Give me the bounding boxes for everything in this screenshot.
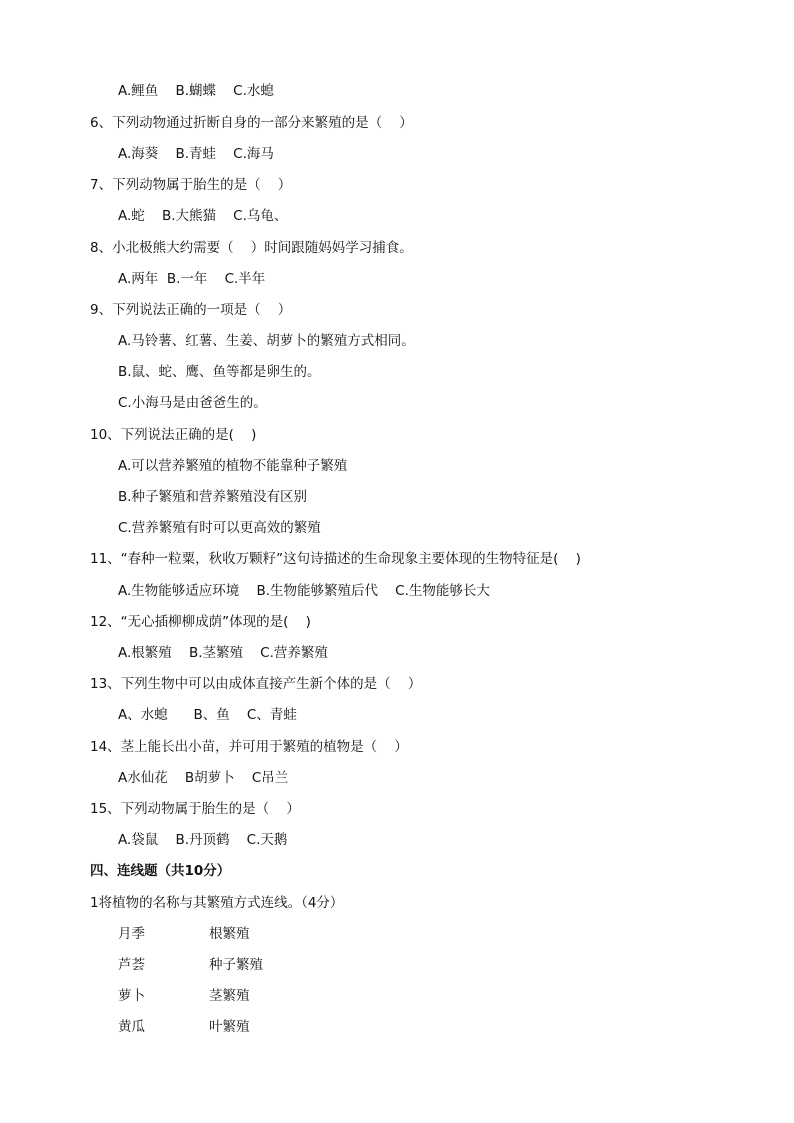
- q12-options: A.根繁殖 B.茎繁殖 C.营养繁殖: [118, 645, 328, 661]
- plant-item: 萝卜: [118, 988, 145, 1004]
- question-13: 13、下列生物中可以由成体直接产生新个体的是（ ）: [90, 676, 422, 692]
- q8-options: A.两年 B.一年 C.半年: [118, 271, 266, 287]
- q11-options: A.生物能够适应环境 B.生物能够繁殖后代 C.生物能够长大: [118, 583, 490, 599]
- matching-question: 1将植物的名称与其繁殖方式连线。（4分）: [90, 895, 344, 911]
- plant-item: 芦荟: [118, 957, 145, 973]
- q9-option-c: C.小海马是由爸爸生的。: [118, 395, 267, 411]
- question-15: 15、下列动物属于胎生的是（ ）: [90, 801, 300, 817]
- q13-options: A、水螅 B、鱼 C、青蛙: [118, 707, 297, 723]
- question-9: 9、下列说法正确的一项是（ ）: [90, 302, 292, 318]
- question-14: 14、茎上能长出小苗，并可用于繁殖的植物是（ ）: [90, 739, 408, 755]
- q6-options: A.海葵 B.青蛙 C.海马: [118, 146, 274, 162]
- q14-options: A水仙花 B胡萝卜 C吊兰: [118, 770, 289, 786]
- method-item: 茎繁殖: [209, 988, 250, 1004]
- question-8: 8、小北极熊大约需要（ ）时间跟随妈妈学习捕食。: [90, 240, 413, 256]
- plant-item: 黄瓜: [118, 1019, 145, 1035]
- method-item: 叶繁殖: [209, 1019, 250, 1035]
- question-7: 7、下列动物属于胎生的是（ ）: [90, 177, 292, 193]
- question-6: 6、下列动物通过折断自身的一部分来繁殖的是（ ）: [90, 115, 413, 131]
- question-11: 11、“春种一粒粟，秋收万颗籽”这句诗描述的生命现象主要体现的生物特征是( ): [90, 551, 581, 567]
- q10-option-b: B.种子繁殖和营养繁殖没有区别: [118, 489, 308, 505]
- q5-options: A.鲤鱼 B.蝴蝶 C.水螅: [118, 83, 274, 99]
- method-item: 种子繁殖: [209, 957, 263, 973]
- question-10: 10、下列说法正确的是( ): [90, 427, 257, 443]
- section-4-title: 四、连线题（共10分）: [90, 863, 231, 879]
- plant-item: 月季: [118, 926, 145, 942]
- q9-option-b: B.鼠、蛇、鹰、鱼等都是卵生的。: [118, 364, 321, 380]
- method-item: 根繁殖: [209, 926, 250, 942]
- q10-option-c: C.营养繁殖有时可以更高效的繁殖: [118, 520, 321, 536]
- q9-option-a: A.马铃薯、红薯、生姜、胡萝卜的繁殖方式相同。: [118, 333, 415, 349]
- q7-options: A.蛇 B.大熊猫 C.乌龟、: [118, 208, 288, 224]
- question-12: 12、“无心插柳柳成荫”体现的是( ): [90, 614, 311, 630]
- q10-option-a: A.可以营养繁殖的植物不能靠种子繁殖: [118, 458, 348, 474]
- q15-options: A.袋鼠 B.丹顶鹤 C.天鹅: [118, 832, 288, 848]
